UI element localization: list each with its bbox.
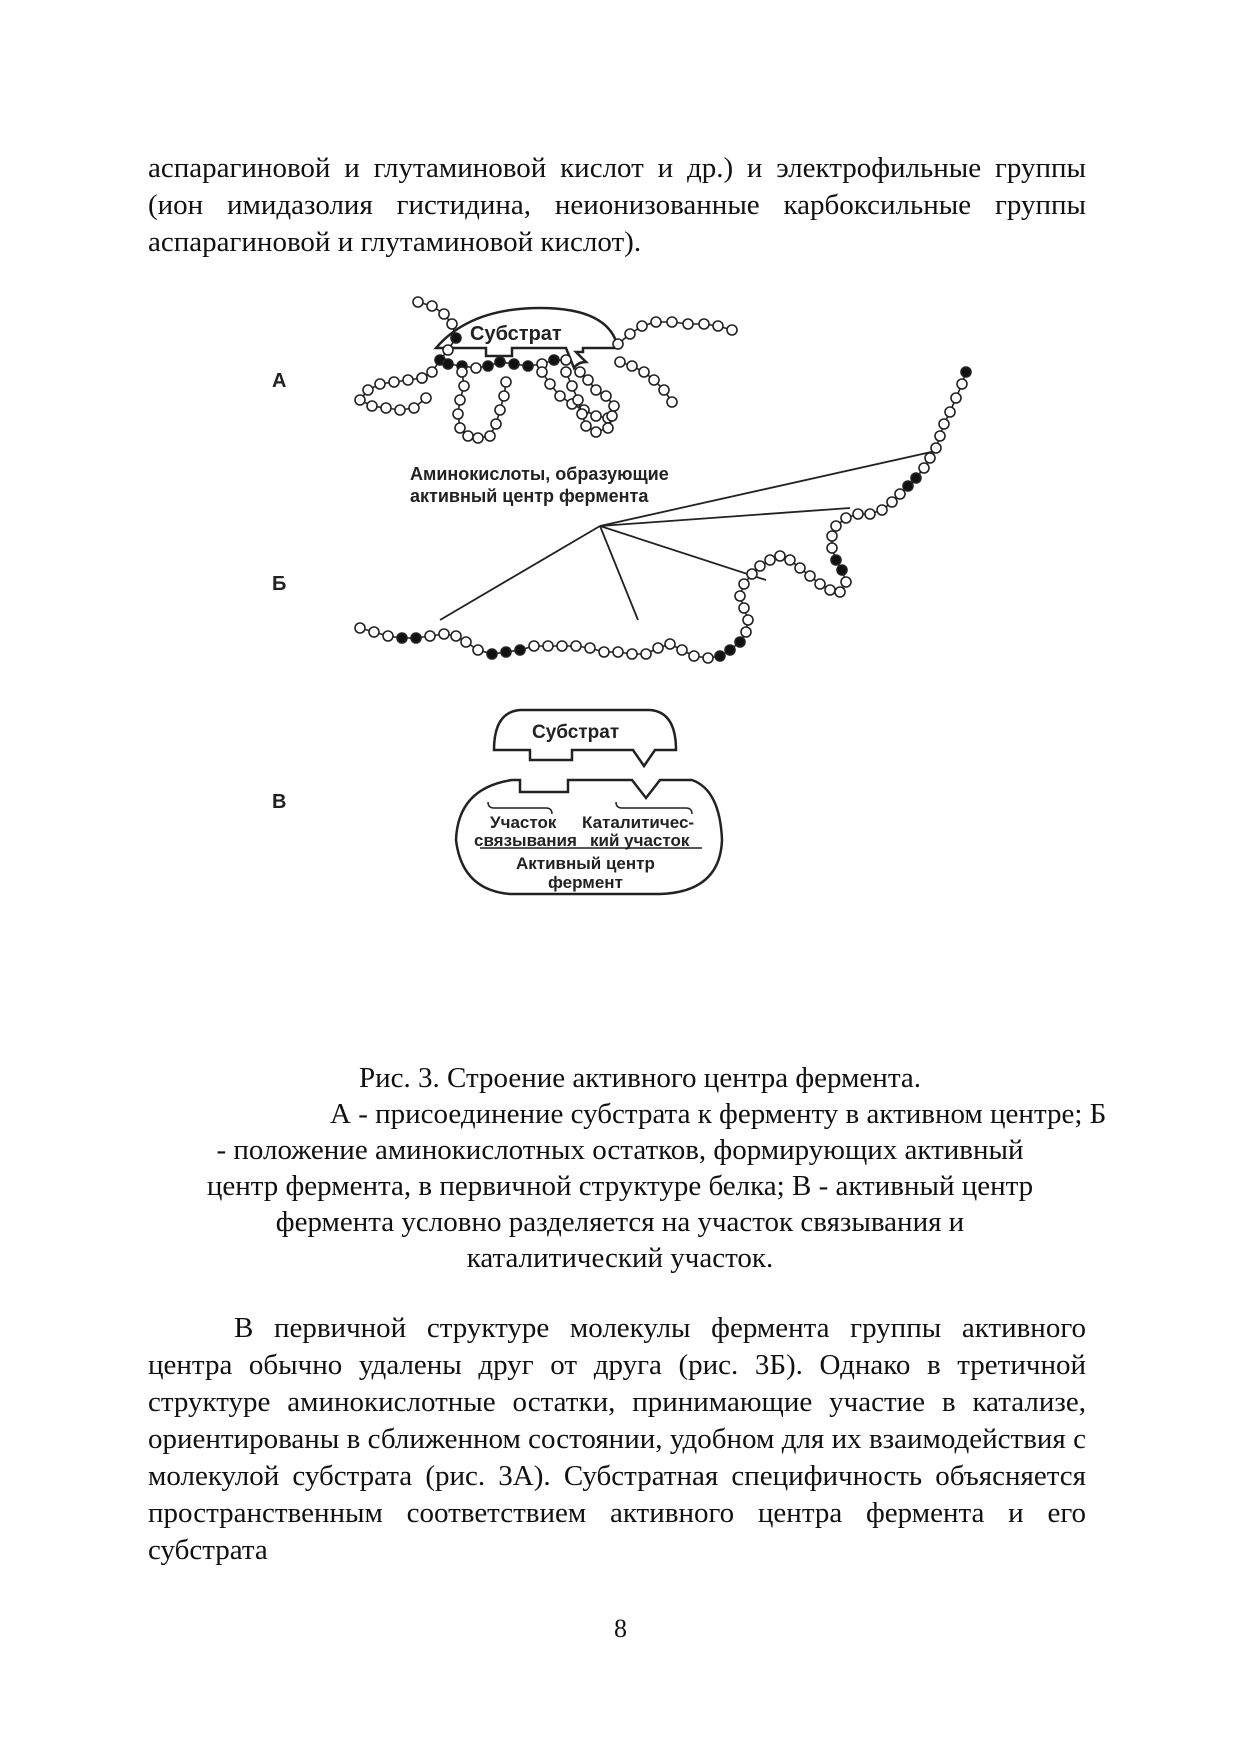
- amino-acid-residue: [939, 419, 949, 429]
- amino-acid-residue: [439, 309, 449, 319]
- amino-acid-residue: [735, 591, 745, 601]
- amino-acid-residue: [827, 543, 837, 553]
- active-residue: [911, 473, 921, 483]
- amino-acid-residue: [925, 453, 935, 463]
- amino-acid-residue: [841, 577, 851, 587]
- amino-acid-residue: [585, 643, 595, 653]
- amino-acid-residue: [567, 381, 577, 391]
- active-residue: [501, 647, 511, 657]
- amino-acid-residue: [649, 375, 659, 385]
- amino-acid-residue: [545, 379, 555, 389]
- amino-acid-residue: [599, 647, 609, 657]
- amino-acid-residue: [951, 393, 961, 403]
- amino-acid-residue: [877, 505, 887, 515]
- bottom-paragraph: В первичной структуре молекулы фермента группы активного центра обычно удалены друг от друга (рис. 3Б). Однако в третичной структуре аминокислотные остатки, принимающие участие в катализе, ориентированы в сближенном состоянии, удобном для их взаимодействия с молекулой субстрата (рис. 3А). Субстратная специфичность объясняется пространственным соответствием активного центра фермента и его субстрата: [148, 1312, 1086, 1566]
- caption-line: фермента условно разделяется на участок связывания и: [275, 1206, 965, 1238]
- amino-acid-residue: [957, 379, 967, 389]
- panel-b-diagram: [355, 367, 971, 663]
- amino-acid-residue: [455, 423, 465, 433]
- amino-acid-residue: [473, 645, 483, 655]
- amino-acid-residue: [417, 373, 427, 383]
- amino-acid-residue: [355, 623, 365, 633]
- amino-acid-residue: [463, 431, 473, 441]
- amino-acid-residue: [439, 629, 449, 639]
- amino-acid-residue: [887, 497, 897, 507]
- caption-line: каталитический участок.: [466, 1242, 774, 1274]
- pointer-line: [600, 526, 638, 620]
- amino-acid-residue: [713, 321, 723, 331]
- amino-acid-residue: [831, 521, 841, 531]
- amino-acid-residue: [639, 367, 649, 377]
- amino-acid-residue: [667, 317, 677, 327]
- amino-acid-residue: [581, 421, 591, 431]
- active-residue: [451, 333, 461, 343]
- amino-acid-residue: [627, 361, 637, 371]
- amino-acid-residue: [637, 321, 647, 331]
- amino-acid-residue: [827, 531, 837, 541]
- active-residue: [735, 637, 745, 647]
- active-residue: [961, 367, 971, 377]
- amino-acid-residue: [755, 561, 765, 571]
- amino-acid-residue: [703, 653, 713, 663]
- panel-a-diagram: [355, 297, 737, 443]
- amino-acid-residue: [739, 603, 749, 613]
- amino-acid-residue: [573, 395, 583, 405]
- amino-acid-residue: [451, 631, 461, 641]
- amino-acid-residue: [665, 639, 675, 649]
- amino-acid-residue: [499, 391, 509, 401]
- amino-acid-residue: [651, 317, 661, 327]
- amino-acid-residue: [403, 375, 413, 385]
- page-number: 8: [614, 1614, 627, 1643]
- substrate-label-c: Субстрат: [532, 722, 620, 743]
- active-residue: [515, 645, 525, 655]
- amino-acid-residue: [613, 647, 623, 657]
- amino-acid-residue: [795, 563, 805, 573]
- caption-line: - положение аминокислотных остатков, формирующих активный: [216, 1134, 1024, 1166]
- amino-acid-residue: [421, 393, 431, 403]
- pointer-line: [440, 526, 600, 620]
- figure-caption: [160, 1060, 1107, 1276]
- amino-acid-residue: [699, 319, 709, 329]
- amino-acid-residue: [677, 645, 687, 655]
- panel-b-label: Б: [272, 573, 287, 595]
- caption-line: центр фермента, в первичной структуре белка; В - активный центр: [206, 1170, 1034, 1202]
- amino-acid-residue: [425, 631, 435, 641]
- amino-acid-residue: [363, 385, 373, 395]
- amino-acid-residue: [659, 385, 669, 395]
- active-residue: [523, 361, 533, 371]
- amino-acid-residue: [543, 641, 553, 651]
- amino-acid-residue: [555, 391, 565, 401]
- panel-a-label: А: [272, 370, 287, 392]
- figure-active-center: [0, 280, 1241, 1020]
- top-paragraph: аспарагиновой и глутаминовой кислот и др.) и электрофильные группы (ион имидазолия гистидина, неионизованные карбоксильные группы аспарагиновой и глутаминовой кислот).: [148, 152, 1086, 258]
- amino-acid-residue: [835, 587, 845, 597]
- amino-acid-residue: [501, 377, 511, 387]
- active-residue: [831, 555, 841, 565]
- amino-acid-residue: [895, 489, 905, 499]
- amino-acid-residue: [557, 641, 567, 651]
- amino-acid-residue: [369, 627, 379, 637]
- amino-acid-residue: [409, 403, 419, 413]
- amino-acid-residue: [607, 411, 617, 421]
- amino-acid-residue: [491, 419, 501, 429]
- amino-acid-residue: [603, 423, 613, 433]
- amino-acid-residue: [627, 649, 637, 659]
- amino-acid-residue: [615, 357, 625, 367]
- amino-acid-residue: [577, 409, 587, 419]
- amino-acid-residue: [395, 405, 405, 415]
- amino-acid-residue: [841, 513, 851, 523]
- amino-acid-residue: [625, 329, 635, 339]
- amino-acid-residue: [537, 367, 547, 377]
- amino-acid-residue: [853, 509, 863, 519]
- amino-acid-residue: [741, 627, 751, 637]
- amino-acid-residue: [473, 433, 483, 443]
- amino-acid-residue: [381, 403, 391, 413]
- amino-acid-residue: [609, 401, 619, 411]
- catalytic-site-line2: кий участок: [590, 831, 690, 850]
- amino-acid-residue: [743, 615, 753, 625]
- amino-acid-residue: [571, 641, 581, 651]
- amino-acid-residue: [815, 579, 825, 589]
- amino-acid-residue: [653, 643, 663, 653]
- amino-acid-residue: [935, 431, 945, 441]
- amino-acid-residue: [825, 585, 835, 595]
- amino-acid-residue: [443, 345, 453, 355]
- amino-acid-residue: [455, 395, 465, 405]
- amino-acid-residue: [529, 641, 539, 651]
- amino-acid-residue: [601, 391, 611, 401]
- amino-acid-residue: [427, 301, 437, 311]
- amino-acid-residue: [945, 407, 955, 417]
- amino-acid-residue: [591, 427, 601, 437]
- amino-acid-residue: [427, 367, 437, 377]
- catalytic-site-line1: Каталитичес-: [582, 813, 695, 832]
- amino-acid-residue: [383, 631, 393, 641]
- amino-acid-residue: [689, 651, 699, 661]
- active-residue: [837, 565, 847, 575]
- amino-acid-residue: [413, 297, 423, 307]
- caption-line: А - присоединение субстрата к ферменту в активном центре; Б: [330, 1098, 1107, 1130]
- amino-acid-residue: [583, 375, 593, 385]
- amino-acid-residue: [447, 319, 457, 329]
- active-residue: [397, 633, 407, 643]
- amino-acid-residue: [575, 367, 585, 377]
- active-residue: [509, 359, 519, 369]
- active-residue: [903, 481, 913, 491]
- active-residue: [715, 651, 725, 661]
- amino-acid-residue: [459, 381, 469, 391]
- amino-acid-residue: [775, 551, 785, 561]
- amino-acid-residue: [485, 431, 495, 441]
- amino-acid-residue: [683, 319, 693, 329]
- amino-acid-residue: [641, 649, 651, 659]
- amino-acid-residue: [613, 339, 623, 349]
- amino-acid-residue: [471, 363, 481, 373]
- amino-acid-residue: [667, 397, 677, 407]
- amino-acid-residue: [495, 405, 505, 415]
- amino-acid-residue: [355, 395, 365, 405]
- amino-acid-residue: [561, 355, 571, 365]
- amino-acid-residue: [461, 637, 471, 647]
- amino-acid-residue: [747, 569, 757, 579]
- amino-acid-residue: [919, 463, 929, 473]
- amino-acid-residue: [931, 443, 941, 453]
- amino-label-line1: Аминокислоты, образующие: [410, 464, 669, 484]
- amino-acid-residue: [457, 367, 467, 377]
- binding-site-line1: Участок: [490, 813, 557, 832]
- substrate-label-a: Субстрат: [470, 323, 562, 345]
- active-residue: [725, 645, 735, 655]
- amino-label-line2: активный центр фермента: [410, 486, 649, 506]
- amino-acid-residue: [765, 555, 775, 565]
- panel-c-diagram: [456, 710, 722, 894]
- amino-acid-residue: [727, 325, 737, 335]
- amino-acid-residue: [561, 367, 571, 377]
- amino-acid-residue: [591, 385, 601, 395]
- active-residue: [487, 649, 497, 659]
- active-residue: [495, 357, 505, 367]
- amino-acid-residue: [591, 411, 601, 421]
- amino-acid-residue: [805, 571, 815, 581]
- active-residue: [411, 633, 421, 643]
- amino-acid-residue: [389, 377, 399, 387]
- amino-acid-residue: [785, 555, 795, 565]
- active-residue: [549, 355, 559, 365]
- amino-acid-residue: [367, 401, 377, 411]
- active-residue: [443, 359, 453, 369]
- active-residue: [483, 361, 493, 371]
- amino-acid-residue: [375, 379, 385, 389]
- amino-acid-residue: [865, 509, 875, 519]
- active-center-line2: фермент: [548, 873, 623, 892]
- active-center-line1: Активный центр: [516, 854, 655, 873]
- pointer-line: [600, 526, 766, 580]
- caption-title: Рис. 3. Строение активного центра фермента.: [359, 1062, 921, 1094]
- binding-site-line2: связывания: [474, 831, 577, 850]
- amino-acid-residue: [453, 409, 463, 419]
- panel-c-label: В: [272, 791, 287, 813]
- amino-acid-residue: [739, 579, 749, 589]
